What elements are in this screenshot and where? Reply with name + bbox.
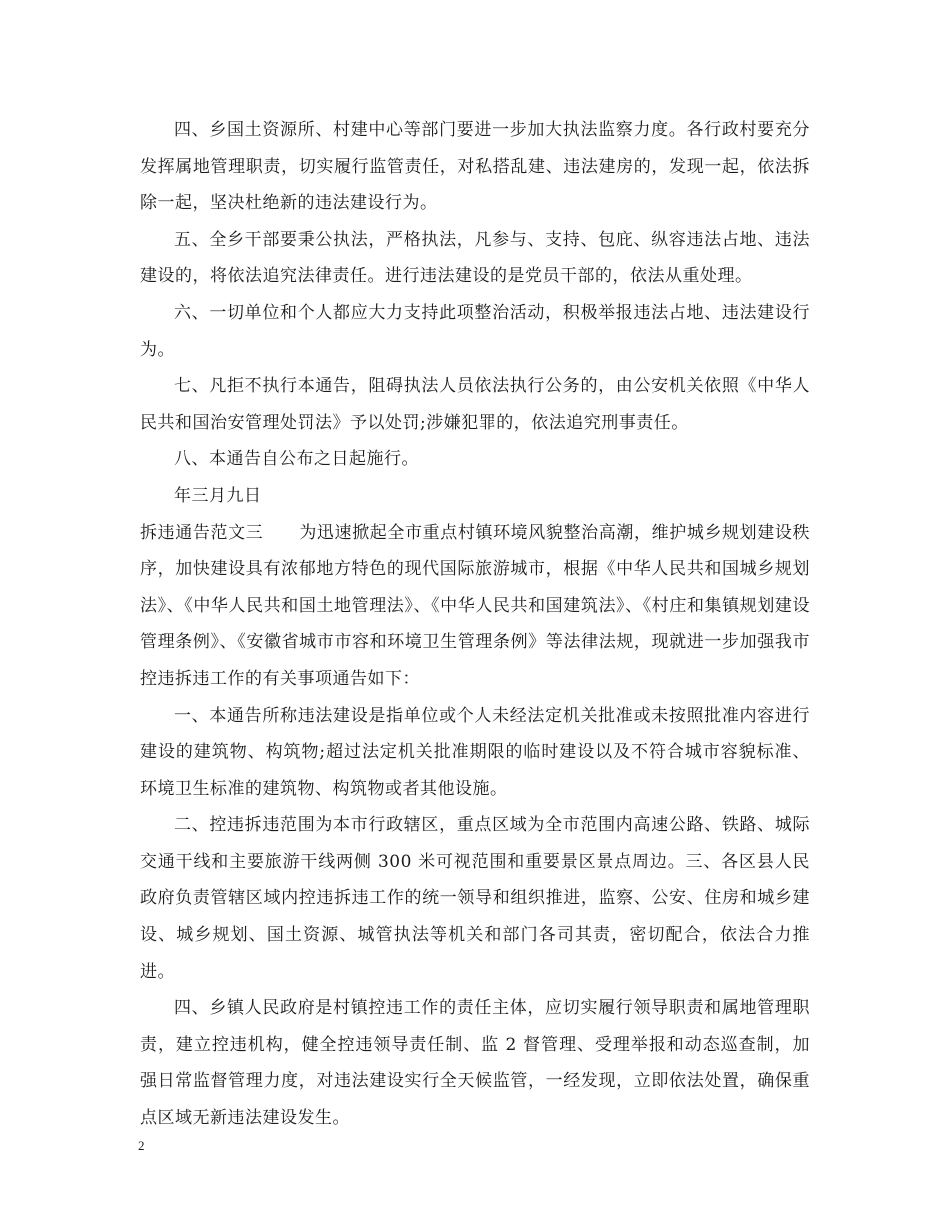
paragraph-item-4: 四、乡国土资源所、村建中心等部门要进一步加大执法监察力度。各行政村要充分发挥属地管理职责，切实履行监管责任，对私搭乱建、违法建房的，发现一起，依法拆除一起，坚决杜绝新的违法建设行为。 bbox=[140, 120, 810, 214]
section-title: 拆违通告范文三 bbox=[140, 522, 264, 543]
date-line: 年三月九日 bbox=[174, 485, 262, 506]
section-intro-paragraph bbox=[140, 515, 810, 698]
paragraph-item-6: 六、一切单位和个人都应大力支持此项整治活动，积极举报违法占地、违法建设行为。 bbox=[140, 302, 810, 360]
paragraph-item-4b: 四、乡镇人民政府是村镇控违工作的责任主体，应切实履行领导职责和属地管理职责，建立控违机构，健全控违领导责任制、监 2 督管理、受理举报和动态巡查制，加强日常监督管理力度，对违法建设实行全天候监管，一经发现，立即依法处置，确保重点区域无新违法建设发生。 bbox=[140, 998, 810, 1129]
document-body bbox=[140, 112, 810, 1137]
paragraph-item-2-3: 二、控违拆违范围为本市行政辖区，重点区域为全市范围内高速公路、铁路、城际交通干线和主要旅游干线两侧 300 米可视范围和重要景区景点周边。三、各区县人民政府负责管辖区域内控违拆违工作的统一领导和组织推进，监察、公安、住房和城乡建设、城乡规划、国土资源、城管执法等机关和部门各司其责，密切配合，依法合力推进。 bbox=[140, 815, 810, 982]
paragraph-item-1: 一、本通告所称违法建设是指单位或个人未经法定机关批准或未按照批准内容进行建设的建筑物、构筑物;超过法定机关批准期限的临时建设以及不符合城市容貌标准、环境卫生标准的建筑物、构筑物或者其他设施。 bbox=[140, 705, 810, 799]
section-intro-text: 为迅速掀起全市重点村镇环境风貌整治高潮，维护城乡规划建设秩序，加快建设具有浓郁地方特色的现代国际旅游城市，根据《中华人民共和国城乡规划法》、《中华人民共和国土地管理法》、《中华人民共和国建筑法》、《村庄和集镇规划建设管理条例》、《安徽省城市市容和环境卫生管理条例》等法律法规，现就进一步加强我市控违拆违工作的有关事项通告如下： bbox=[140, 522, 811, 689]
paragraph-item-8: 八、本通告自公布之日起施行。 bbox=[174, 449, 419, 470]
paragraph-item-7: 七、凡拒不执行本通告，阻碍执法人员依法执行公务的，由公安机关依照《中华人民共和国治安管理处罚法》予以处罚;涉嫌犯罪的，依法追究刑事责任。 bbox=[140, 376, 810, 433]
page-number: 2 bbox=[138, 1138, 145, 1153]
paragraph-item-5: 五、全乡干部要秉公执法，严格执法，凡参与、支持、包庇、纵容违法占地、违法建设的，将依法追究法律责任。进行违法建设的是党员干部的，依法从重处理。 bbox=[140, 229, 810, 287]
